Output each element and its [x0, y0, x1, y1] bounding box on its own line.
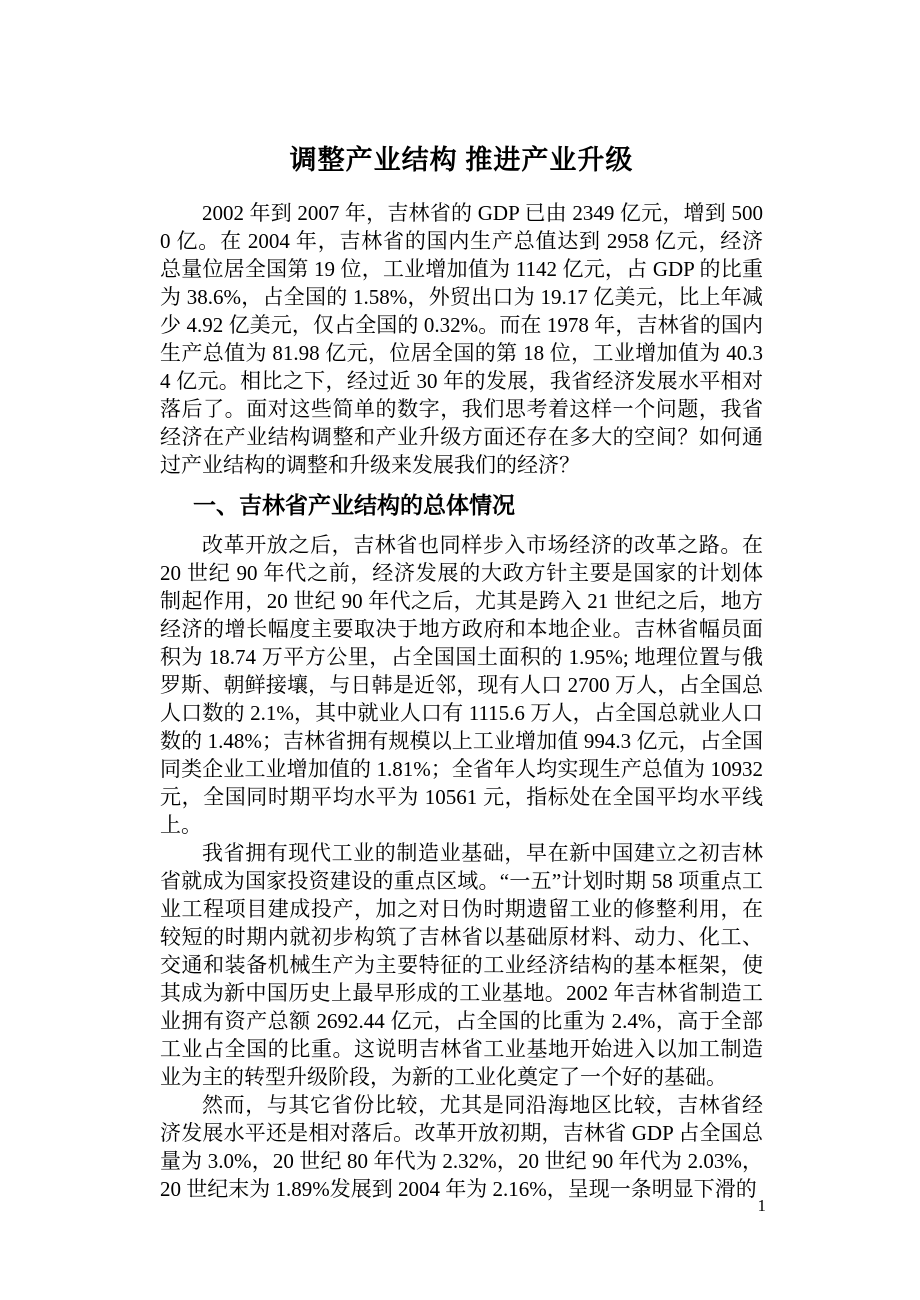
paragraph-overview: 改革开放之后，吉林省也同样步入市场经济的改革之路。在 20 世纪 90 年代之前，经济发展的大政方针主要是国家的计划体制起作用，20 世纪 90 年代之后，尤其是跨入 21 世纪之后，地方经济的增长幅度主要取决于地方政府和本地企业。吉林省幅员面积为 18.74 万平方公里，占全国国土面积的 1.95%; 地理位置与俄罗斯、朝鲜接壤，与日韩是近邻，现有人口 2700 万人，占全国总人口数的 2.1%，其中就业人口有 1115.6 万人，占全国总就业人口数的 1.48%；吉林省拥有规模以上工业增加值 994.3 亿元，占全国同类企业工业增加值的 1.81%；全省年人均实现生产总值为 10932 元，全国同时期平均水平为 10561 元，指标处在全国平均水平线上。	[160, 533, 763, 837]
page-number: 1	[757, 1196, 766, 1215]
document-content	[160, 143, 763, 1203]
paragraph-intro: 2002 年到 2007 年，吉林省的 GDP 已由 2349 亿元，增到 5000 亿。在 2004 年，吉林省的国内生产总值达到 2958 亿元，经济总量位居全国第 19 位，工业增加值为 1142 亿元，占 GDP 的比重为 38.6%，占全国的 1.58%，外贸出口为 19.17 亿美元，比上年减少 4.92 亿美元，仅占全国的 0.32%。而在 1978 年，吉林省的国内生产总值为 81.98 亿元，位居全国的第 18 位，工业增加值为 40.34 亿元。相比之下，经过近 30 年的发展，我省经济发展水平相对落后了。面对这些简单的数字，我们思考着这样一个问题，我省经济在产业结构调整和产业升级方面还存在多大的空间？如何通过产业结构的调整和升级来发展我们的经济？	[160, 201, 763, 477]
document-title: 调整产业结构 推进产业升级	[289, 145, 634, 175]
paragraph-industry-base: 我省拥有现代工业的制造业基础，早在新中国建立之初吉林省就成为国家投资建设的重点区域。“一五”计划时期 58 项重点工业工程项目建成投产，加之对日伪时期遗留工业的修整利用，在较短的时期内就初步构筑了吉林省以基础原材料、动力、化工、交通和装备机械生产为主要特征的工业经济结构的基本框架，使其成为新中国历史上最早形成的工业基地。2002 年吉林省制造工业拥有资产总额 2692.44 亿元，占全国的比重为 2.4%，高于全部工业占全国的比重。这说明吉林省工业基地开始进入以加工制造业为主的转型升级阶段，为新的工业化奠定了一个好的基础。	[160, 841, 763, 1089]
paragraph-comparison: 然而，与其它省份比较，尤其是同沿海地区比较，吉林省经济发展水平还是相对落后。改革开放初期，吉林省 GDP 占全国总量为 3.0%，20 世纪 80 年代为 2.32%，20 世纪 90 年代为 2.03%，20 世纪末为 1.89%发展到 2004 年为 2.16%，呈现一条明显下滑的	[160, 1093, 763, 1201]
section-heading: 一、吉林省产业结构的总体情况	[193, 493, 515, 518]
